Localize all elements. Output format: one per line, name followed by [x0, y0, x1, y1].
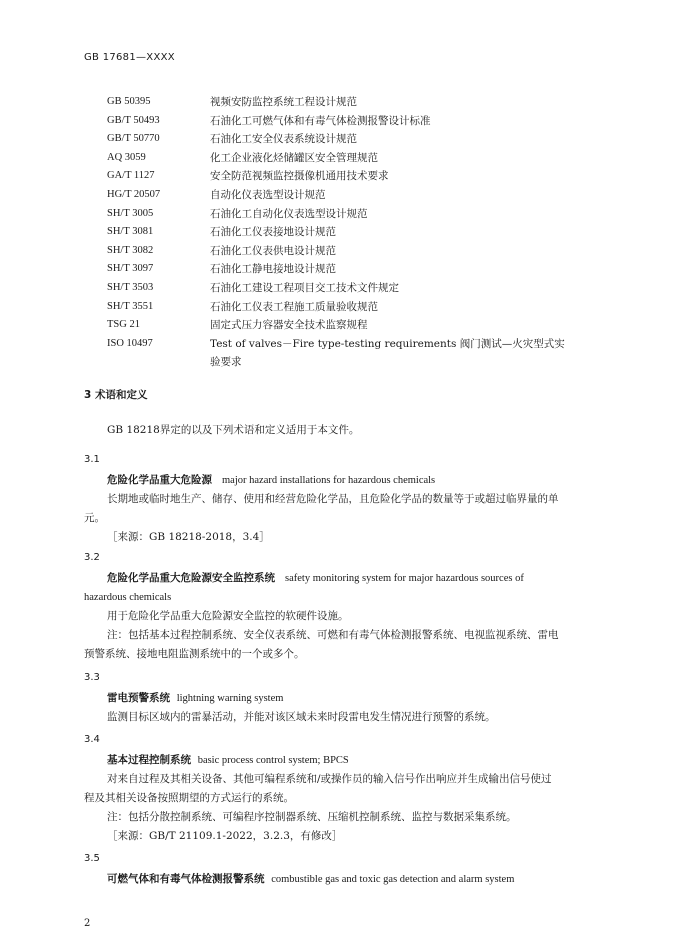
term-en: major hazard installations for hazardous chemicals: [222, 475, 436, 486]
reference-row: [107, 298, 647, 317]
term-entry-3-5: [84, 853, 632, 889]
term-zh: 危险化学品重大危险源: [107, 474, 212, 486]
term-source: ［来源：GB 18218-2018，3.4］: [107, 531, 270, 543]
term-number: 3.4: [84, 734, 100, 745]
term-definition: 用于危险化学品重大危险源安全监控的软硬件设施。: [107, 610, 349, 622]
reference-title: 石油化工仪表工程施工质量验收规范: [210, 300, 378, 313]
reference-row: [107, 335, 647, 372]
term-number: 3.1: [84, 454, 100, 465]
reference-title: 石油化工自动化仪表选型设计规范: [210, 207, 368, 220]
reference-code: AQ 3059: [107, 151, 146, 163]
reference-title: 石油化工仪表接地设计规范: [210, 226, 336, 239]
reference-code: GB 50395: [107, 96, 151, 107]
term-zh: 危险化学品重大危险源安全监控系统: [107, 572, 275, 584]
reference-code: TSG 21: [107, 319, 140, 331]
normative-references-list: [107, 93, 647, 372]
reference-title: [210, 335, 647, 372]
term-definition-continuation: 程及其相关设备按照期望的方式运行的系统。: [84, 792, 294, 804]
reference-code: SH/T 3082: [107, 244, 154, 256]
reference-title-continuation: 验要求: [210, 356, 242, 369]
reference-title: 自动化仪表选型设计规范: [210, 188, 326, 201]
term-number: 3.5: [84, 853, 100, 864]
page-number: 2: [84, 918, 91, 929]
term-definition-continuation: 元。: [84, 512, 105, 524]
reference-row: [107, 167, 647, 186]
term-entry-3-1: [84, 454, 632, 547]
term-definition: 长期地或临时地生产、储存、使用和经营危险化学品，且危险化学品的数量等于或超过临界量的单: [107, 493, 559, 505]
reference-title: 视频安防监控系统工程设计规范: [210, 96, 357, 108]
reference-title-line: Test of valves－Fire type-testing requirements 阀门测试—火灾型式实: [210, 337, 565, 350]
reference-row: [107, 242, 647, 261]
term-source: ［来源：GB/T 21109.1-2022，3.2.3，有修改］: [107, 830, 343, 842]
term-entry-3-2: [84, 552, 632, 664]
reference-title: 固定式压力容器安全技术监察规程: [210, 319, 368, 332]
reference-row: [107, 149, 647, 168]
reference-title: 石油化工安全仪表系统设计规范: [210, 133, 357, 146]
section-heading: 3 术语和定义: [84, 389, 148, 401]
section-intro: GB 18218界定的以及下列术语和定义适用于本文件。: [107, 424, 360, 436]
term-note: 注：包括分散控制系统、可编程序控制器系统、压缩机控制系统、监控与数据采集系统。: [107, 811, 517, 823]
term-number: 3.3: [84, 672, 100, 683]
reference-row: [107, 186, 647, 205]
reference-code: HG/T 20507: [107, 188, 161, 200]
reference-row: [107, 93, 647, 112]
term-number: 3.2: [84, 552, 100, 563]
reference-title: 石油化工静电接地设计规范: [210, 263, 336, 276]
reference-row: [107, 316, 647, 335]
term-en: basic process control system; BPCS: [197, 755, 349, 766]
reference-title: 石油化工建设工程项目交工技术文件规定: [210, 281, 399, 294]
reference-title: 石油化工可燃气体和有毒气体检测报警设计标准: [210, 114, 431, 127]
term-definition: 对来自过程及其相关设备、其他可编程系统和/或操作员的输入信号作出响应并生成输出信号使过: [107, 773, 552, 785]
reference-code: SH/T 3097: [107, 263, 154, 275]
reference-code: SH/T 3005: [107, 207, 154, 219]
reference-code: ISO 10497: [107, 337, 153, 349]
term-zh: 雷电预警系统: [107, 692, 170, 704]
term-en-continuation: hazardous chemicals: [84, 592, 172, 603]
reference-row: [107, 205, 647, 224]
reference-code: SH/T 3081: [107, 226, 154, 238]
term-entry-3-3: [84, 672, 632, 727]
term-definition: 监测目标区域内的雷暴活动，并能对该区域未来时段雷电发生情况进行预警的系统。: [107, 711, 496, 723]
reference-title: 石油化工仪表供电设计规范: [210, 244, 336, 257]
term-note: 注：包括基本过程控制系统、安全仪表系统、可燃和有毒气体检测报警系统、电视监视系统、雷电: [107, 629, 559, 641]
term-en: lightning warning system: [176, 693, 284, 704]
reference-code: SH/T 3503: [107, 281, 154, 293]
reference-row: [107, 223, 647, 242]
reference-row: [107, 130, 647, 149]
reference-row: [107, 279, 647, 298]
reference-row: [107, 260, 647, 279]
reference-code: GB/T 50770: [107, 133, 160, 145]
reference-code: SH/T 3551: [107, 300, 154, 312]
reference-title: 安全防范视频监控摄像机通用技术要求: [210, 170, 389, 183]
standard-code-header: GB 17681—XXXX: [84, 52, 175, 63]
reference-title: 化工企业液化烃储罐区安全管理规范: [210, 151, 378, 164]
term-en: safety monitoring system for major hazardous sources of: [285, 573, 524, 584]
reference-row: [107, 112, 647, 131]
reference-code: GB/T 50493: [107, 114, 160, 126]
term-zh: 可燃气体和有毒气体检测报警系统: [107, 873, 265, 885]
term-en: combustible gas and toxic gas detection and alarm system: [271, 874, 515, 885]
term-entry-3-4: [84, 734, 632, 846]
reference-code: GA/T 1127: [107, 170, 155, 182]
term-zh: 基本过程控制系统: [107, 754, 191, 766]
term-note-continuation: 预警系统、接地电阻监测系统中的一个或多个。: [84, 648, 305, 660]
